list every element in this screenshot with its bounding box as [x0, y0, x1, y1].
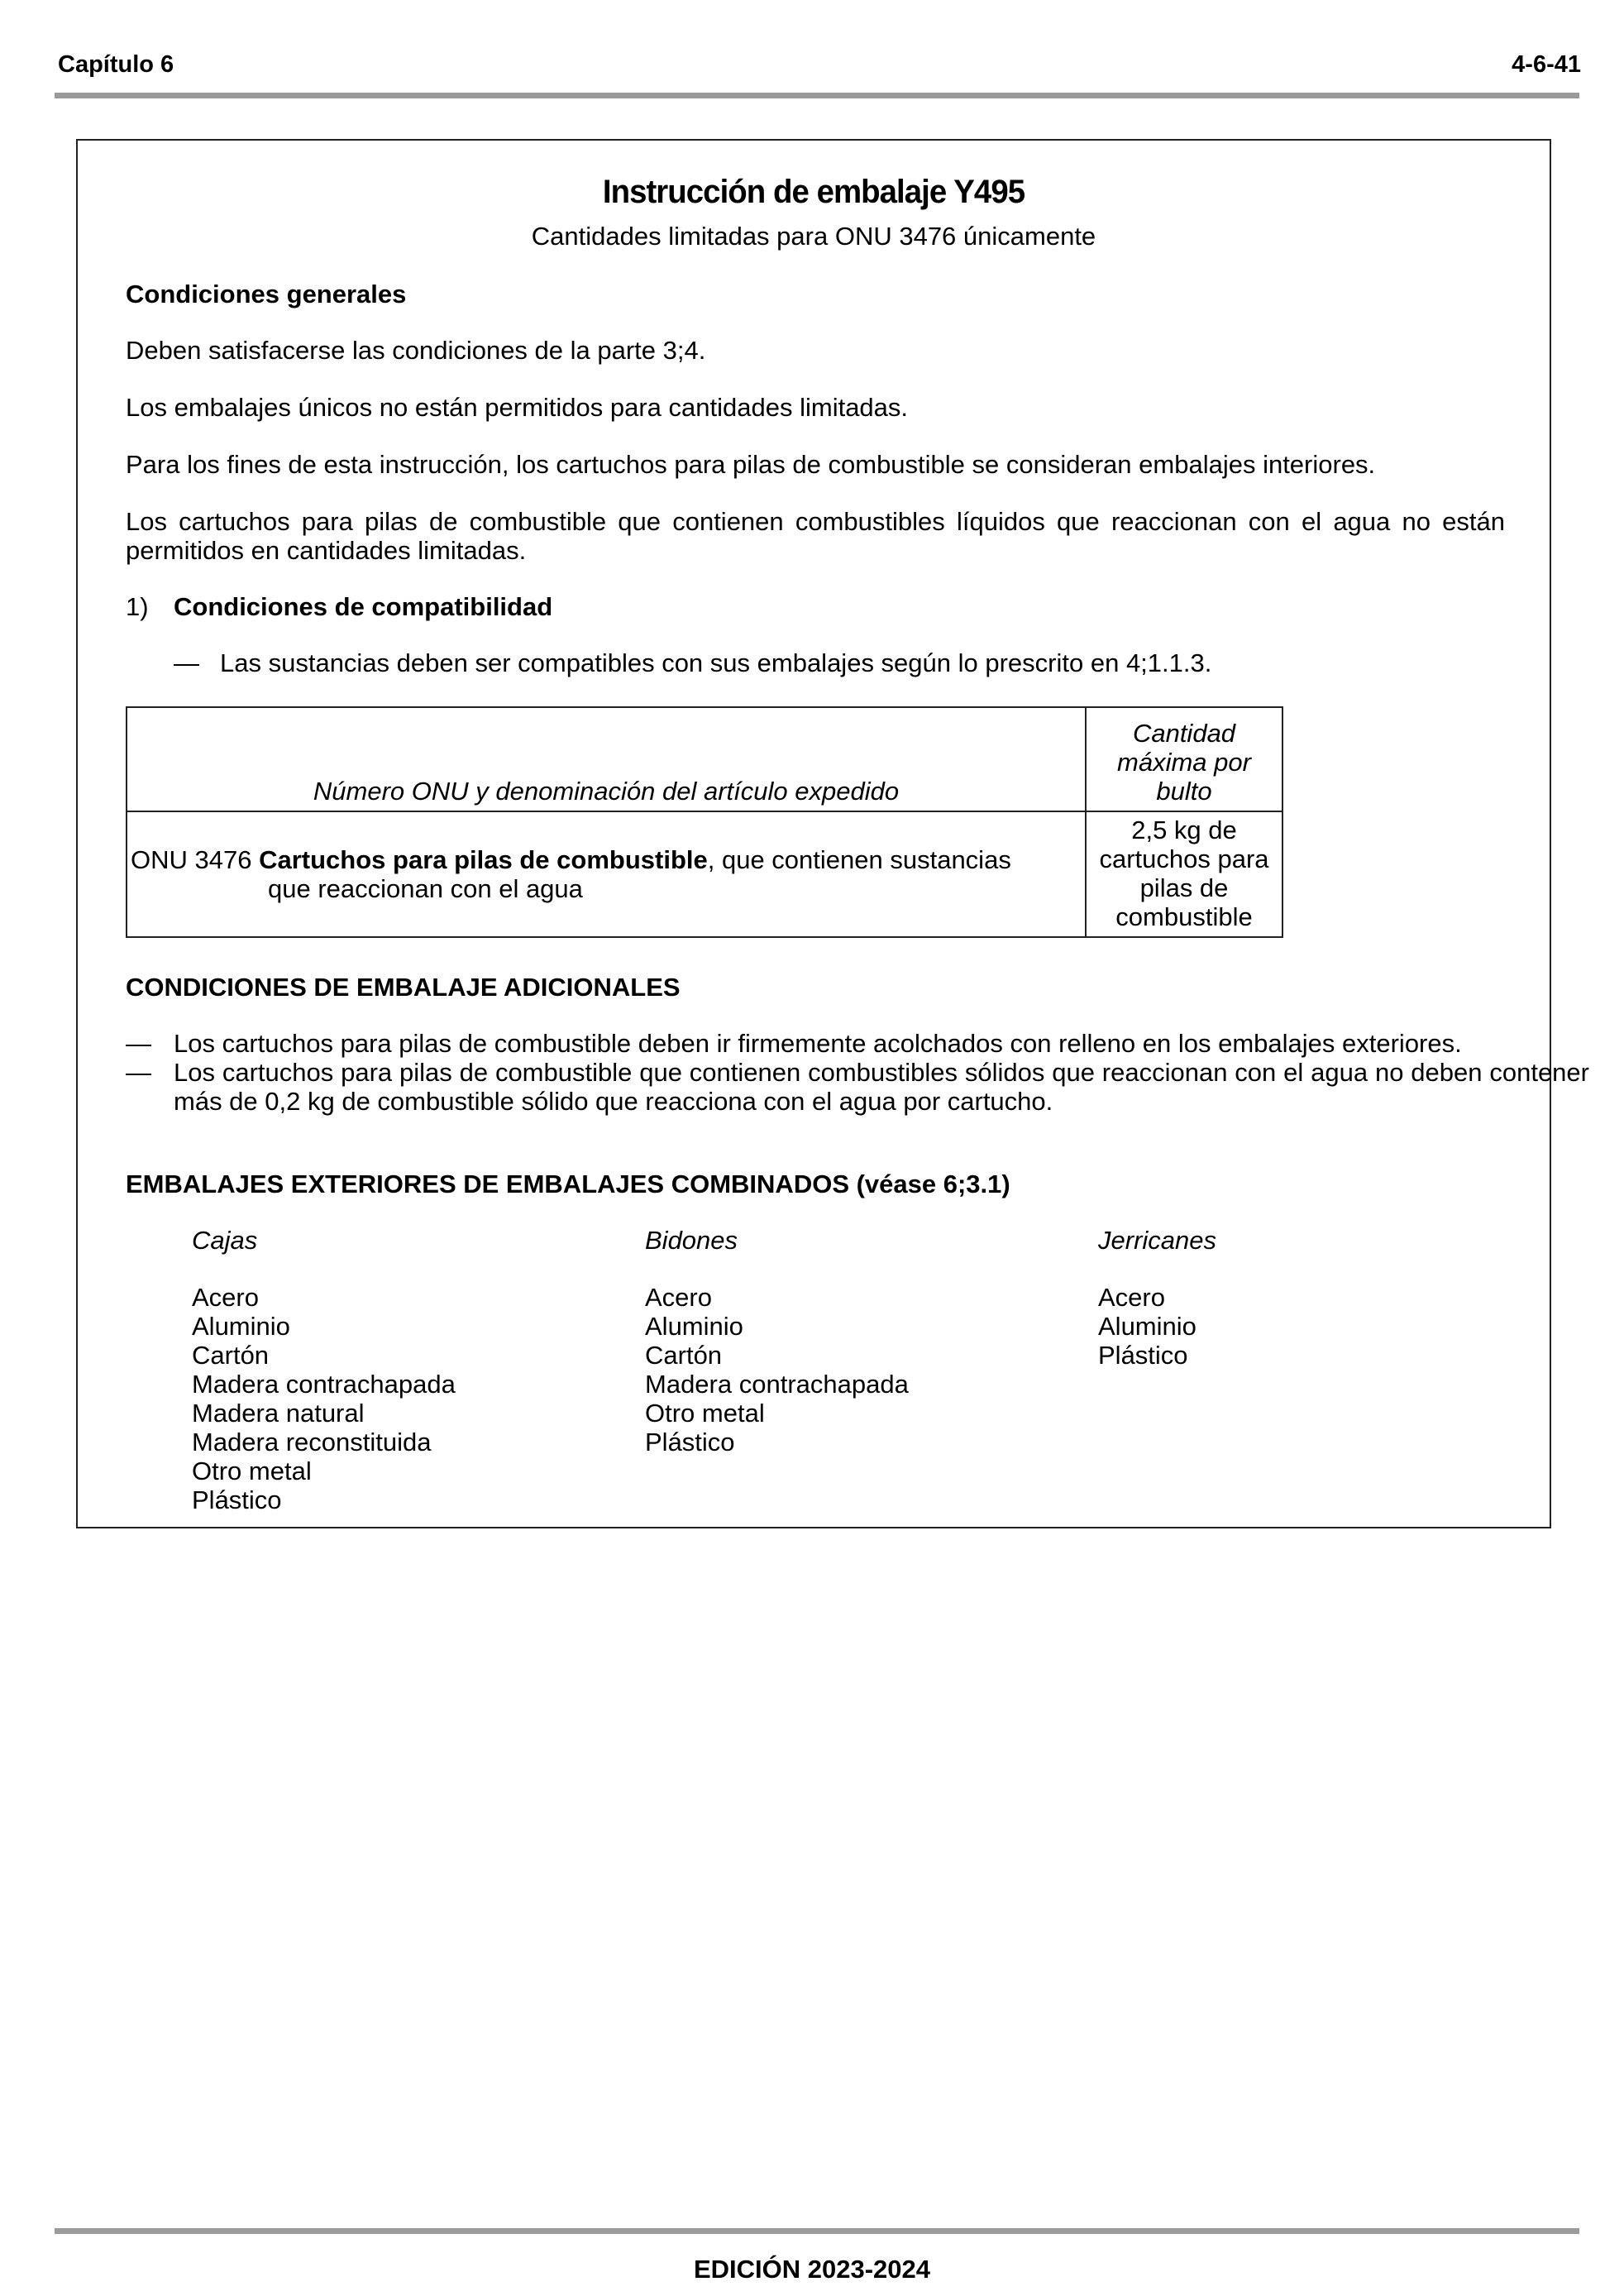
table-cell-quantity: 2,5 kg de cartuchos para pilas de combustible	[1086, 811, 1282, 937]
list-item: Aluminio	[645, 1312, 743, 1341]
column-title-bidones: Bidones	[645, 1226, 738, 1255]
list-item: Plástico	[645, 1428, 735, 1457]
list-item: Cartón	[645, 1341, 723, 1370]
list-item: Otro metal	[192, 1457, 312, 1485]
packing-instruction-box	[76, 139, 1589, 1528]
table-header-row	[127, 707, 1282, 811]
list-item: Otro metal	[645, 1399, 765, 1428]
additional-dash: —	[126, 1029, 151, 1058]
table-cell-article: ONU 3476 Cartuchos para pilas de combustible, que contienen sustancias que reaccionan con el agua	[127, 811, 1086, 937]
column-title-cajas: Cajas	[192, 1226, 258, 1255]
compatibility-dash: —	[174, 648, 199, 677]
additional-item: Los cartuchos para pilas de combustible deben ir firmemente acolchados con relleno en los embalajes exteriores.	[174, 1029, 1462, 1058]
table-row	[127, 811, 1282, 937]
instruction-title: Instrucción de embalaje Y495	[602, 174, 1025, 210]
compatibility-number: 1)	[126, 592, 149, 621]
list-item: Acero	[1098, 1283, 1165, 1312]
header-rule	[55, 93, 1579, 98]
list-item: Plástico	[1098, 1341, 1188, 1370]
edition-footer: EDICIÓN 2023-2024	[693, 2255, 931, 2284]
chapter-label: Capítulo 6	[58, 51, 174, 78]
general-paragraph: Los embalajes únicos no están permitidos para cantidades limitadas.	[126, 393, 909, 422]
list-item: Madera reconstituida	[192, 1428, 432, 1457]
list-item: Acero	[645, 1283, 712, 1312]
general-paragraph: Para los fines de esta instrucción, los cartuchos para pilas de combustible se consideran embalajes interiores.	[126, 450, 1376, 479]
list-item: Plástico	[192, 1485, 282, 1514]
general-paragraph: Los cartuchos para pilas de combustible que contienen combustibles líquidos que reaccionan con el agua no están permitidos en cantidades limitadas.	[126, 507, 1505, 565]
list-item: Madera natural	[192, 1399, 365, 1428]
list-item: Madera contrachapada	[645, 1370, 909, 1399]
table-header-article: Número ONU y denominación del artículo expedido	[127, 707, 1086, 811]
additional-conditions-heading: CONDICIONES DE EMBALAJE ADICIONALES	[126, 973, 681, 1002]
quantity-table	[126, 706, 1283, 938]
list-item: Aluminio	[192, 1312, 290, 1341]
outer-packagings-heading: EMBALAJES EXTERIORES DE EMBALAJES COMBINADOS (véase 6;3.1)	[126, 1170, 1010, 1198]
table-header-quantity: Cantidad máxima por bulto	[1086, 707, 1282, 811]
footer-rule	[55, 2228, 1579, 2234]
list-item: Madera contrachapada	[192, 1370, 456, 1399]
list-item: Cartón	[192, 1341, 270, 1370]
compatibility-item: Las sustancias deben ser compatibles con sus embalajes según lo prescrito en 4;1.1.3.	[220, 648, 1212, 677]
additional-dash: —	[126, 1058, 151, 1087]
instruction-subtitle: Cantidades limitadas para ONU 3476 únicamente	[531, 222, 1096, 251]
compatibility-heading: Condiciones de compatibilidad	[174, 592, 553, 621]
general-conditions-heading: Condiciones generales	[126, 280, 407, 309]
list-item: Acero	[192, 1283, 259, 1312]
page-number: 4-6-41	[1512, 51, 1581, 78]
list-item: Aluminio	[1098, 1312, 1197, 1341]
column-title-jerricanes: Jerricanes	[1098, 1226, 1216, 1255]
general-paragraph: Deben satisfacerse las condiciones de la parte 3;4.	[126, 336, 706, 365]
additional-item: Los cartuchos para pilas de combustible que contienen combustibles sólidos que reaccionan con el agua no deben contener más de 0,2 kg de combustible sólido que reacciona con el agua por cartucho.	[174, 1058, 1589, 1116]
